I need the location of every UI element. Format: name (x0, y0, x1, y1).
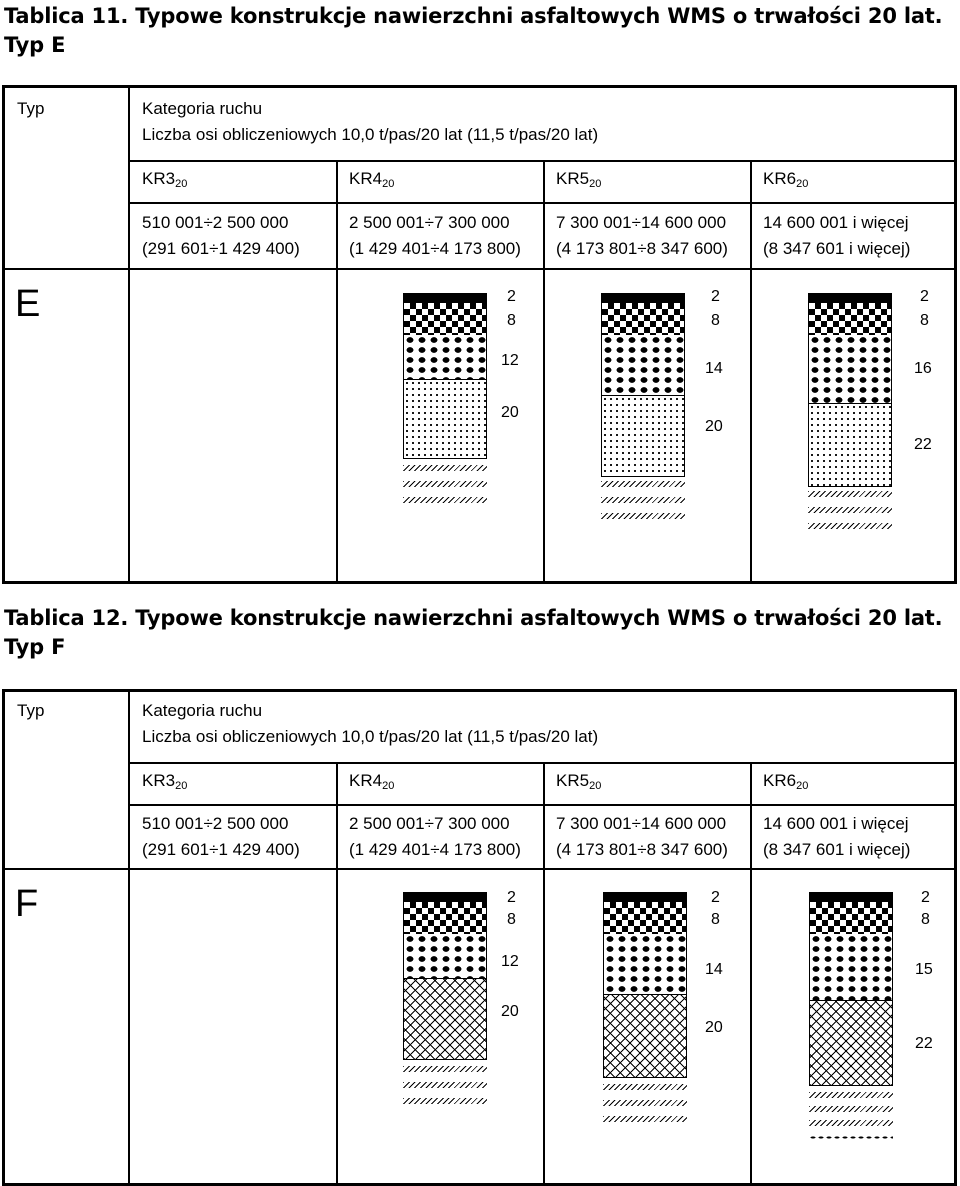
thickness-label: 15 (915, 961, 933, 978)
layer-base-course (403, 934, 487, 978)
range-line2: (291 601÷1 429 400) (142, 840, 300, 859)
layer-base-course (603, 934, 687, 994)
layer-binder-course (403, 902, 487, 934)
layer-base-course (808, 335, 892, 403)
subgrade-hatch (603, 1100, 687, 1106)
range-kr4 (349, 811, 521, 863)
divider-ranges (5, 268, 954, 270)
type-letter: E (15, 283, 41, 325)
thickness-label: 8 (507, 911, 516, 928)
range-line1: 2 500 001÷7 300 000 (349, 814, 510, 833)
table-12-caption (4, 604, 942, 662)
thickness-label: 8 (921, 911, 930, 928)
category-kr4 (349, 768, 394, 799)
range-line1: 14 600 001 i więcej (763, 213, 909, 232)
thickness-label: 8 (507, 312, 516, 329)
category-sub: 20 (589, 178, 602, 190)
layer-binder-course (403, 303, 487, 335)
category-sub: 20 (175, 780, 188, 792)
range-kr5 (556, 811, 728, 863)
table-12-caption-line2: Typ F (4, 635, 66, 659)
range-line2: (4 173 801÷8 347 600) (556, 840, 728, 859)
layer-base-course (601, 335, 685, 395)
table-12-caption-line1: Tablica 12. Typowe konstrukcje nawierzchni asfaltowych WMS o trwałości 20 lat. (4, 606, 943, 630)
thickness-label: 20 (705, 1019, 723, 1036)
category-kr3 (142, 166, 187, 197)
divider-typ (128, 692, 130, 1183)
category-name: KR3 (142, 169, 176, 188)
subgrade-hatch (808, 491, 892, 497)
category-kr5 (556, 166, 601, 197)
subgrade-hatch (601, 481, 685, 487)
subgrade-hatch (403, 1082, 487, 1088)
divider-col-3 (543, 762, 545, 1183)
category-sub: 20 (589, 780, 602, 792)
thickness-label: 22 (915, 1035, 933, 1052)
thickness-label: 14 (705, 961, 723, 978)
header-liczba-osi: Liczba osi obliczeniowych 10,0 t/pas/20 lat (11,5 t/pas/20 lat) (142, 125, 599, 144)
layer-subbase (403, 978, 487, 1060)
table-11-caption-line1: Tablica 11. Typowe konstrukcje nawierzchni asfaltowych WMS o trwałości 20 lat. (4, 4, 943, 28)
subgrade-hatch (809, 1092, 893, 1098)
category-sub: 20 (796, 780, 809, 792)
thickness-label: 2 (920, 288, 929, 305)
subgrade-hatch (603, 1116, 687, 1122)
category-name: KR5 (556, 169, 590, 188)
range-line1: 7 300 001÷14 600 000 (556, 814, 727, 833)
subgrade-hatch (808, 507, 892, 513)
range-kr3 (142, 811, 300, 863)
range-line1: 510 001÷2 500 000 (142, 814, 289, 833)
thickness-label: 16 (914, 360, 932, 377)
range-line1: 510 001÷2 500 000 (142, 213, 289, 232)
subgrade-hatch (809, 1106, 893, 1112)
category-sub: 20 (175, 178, 188, 190)
header-kategoria: Kategoria ruchu (142, 701, 263, 720)
divider-kr (130, 804, 954, 806)
subgrade-dots (809, 1136, 893, 1139)
layer-base-course (403, 335, 487, 379)
category-name: KR4 (349, 169, 383, 188)
category-sub: 20 (382, 780, 395, 792)
subgrade-hatch (403, 1098, 487, 1104)
range-kr6 (763, 210, 910, 262)
layer-subbase (808, 403, 892, 487)
thickness-label: 20 (501, 404, 519, 421)
header-kategoria: Kategoria ruchu (142, 99, 263, 118)
table-11-caption-line2: Typ E (4, 33, 66, 57)
thickness-label: 20 (705, 418, 723, 435)
subgrade-hatch (403, 1066, 487, 1072)
thickness-label: 2 (507, 889, 516, 906)
layer-subbase (809, 1000, 893, 1086)
category-sub: 20 (796, 178, 809, 190)
subgrade-hatch (808, 523, 892, 529)
divider-col-3 (543, 160, 545, 581)
header-typ: Typ (17, 99, 45, 118)
divider-col-4 (750, 762, 752, 1183)
range-line1: 2 500 001÷7 300 000 (349, 213, 510, 232)
subgrade-hatch (403, 481, 487, 487)
layer-subbase (603, 994, 687, 1078)
thickness-label: 8 (711, 911, 720, 928)
divider-col-4 (750, 160, 752, 581)
range-kr6 (763, 811, 910, 863)
thickness-label: 2 (507, 288, 516, 305)
category-name: KR6 (763, 771, 797, 790)
table-12 (2, 689, 957, 1186)
range-kr3 (142, 210, 300, 262)
divider-header (130, 762, 954, 764)
range-kr5 (556, 210, 728, 262)
thickness-label: 2 (711, 889, 720, 906)
range-line2: (1 429 401÷4 173 800) (349, 239, 521, 258)
layer-base-course (809, 934, 893, 1000)
layer-wearing-course (809, 892, 893, 902)
layer-binder-course (601, 303, 685, 335)
divider-col-2 (336, 762, 338, 1183)
layer-wearing-course (403, 892, 487, 902)
thickness-label: 8 (711, 312, 720, 329)
thickness-label: 8 (920, 312, 929, 329)
range-line1: 7 300 001÷14 600 000 (556, 213, 727, 232)
subgrade-hatch (809, 1120, 893, 1126)
layer-binder-course (603, 902, 687, 934)
category-kr3 (142, 768, 187, 799)
subgrade-hatch (601, 513, 685, 519)
range-line2: (8 347 601 i więcej) (763, 239, 911, 258)
range-line2: (291 601÷1 429 400) (142, 239, 300, 258)
range-line2: (1 429 401÷4 173 800) (349, 840, 521, 859)
category-name: KR4 (349, 771, 383, 790)
type-letter: F (15, 883, 39, 925)
category-kr6 (763, 166, 808, 197)
range-kr4 (349, 210, 521, 262)
table-11-caption (4, 2, 942, 60)
layer-wearing-course (601, 293, 685, 303)
subgrade-hatch (403, 465, 487, 471)
category-name: KR6 (763, 169, 797, 188)
range-line1: 14 600 001 i więcej (763, 814, 909, 833)
divider-kr (130, 202, 954, 204)
divider-ranges (5, 868, 954, 870)
range-line2: (4 173 801÷8 347 600) (556, 239, 728, 258)
subgrade-hatch (601, 497, 685, 503)
layer-binder-course (809, 902, 893, 934)
category-kr5 (556, 768, 601, 799)
layer-wearing-course (808, 293, 892, 303)
thickness-label: 2 (921, 889, 930, 906)
subgrade-hatch (403, 497, 487, 503)
category-sub: 20 (382, 178, 395, 190)
header-liczba-osi: Liczba osi obliczeniowych 10,0 t/pas/20 lat (11,5 t/pas/20 lat) (142, 727, 599, 746)
thickness-label: 12 (501, 352, 519, 369)
thickness-label: 2 (711, 288, 720, 305)
layer-wearing-course (403, 293, 487, 303)
thickness-label: 12 (501, 953, 519, 970)
category-name: KR3 (142, 771, 176, 790)
divider-col-2 (336, 160, 338, 581)
category-name: KR5 (556, 771, 590, 790)
range-line2: (8 347 601 i więcej) (763, 840, 911, 859)
thickness-label: 20 (501, 1003, 519, 1020)
category-kr4 (349, 166, 394, 197)
thickness-label: 14 (705, 360, 723, 377)
table-11 (2, 85, 957, 584)
layer-wearing-course (603, 892, 687, 902)
layer-binder-course (808, 303, 892, 335)
category-kr6 (763, 768, 808, 799)
layer-subbase (403, 379, 487, 459)
divider-header (130, 160, 954, 162)
layer-subbase (601, 395, 685, 477)
subgrade-hatch (603, 1084, 687, 1090)
thickness-label: 22 (914, 436, 932, 453)
header-typ: Typ (17, 701, 45, 720)
